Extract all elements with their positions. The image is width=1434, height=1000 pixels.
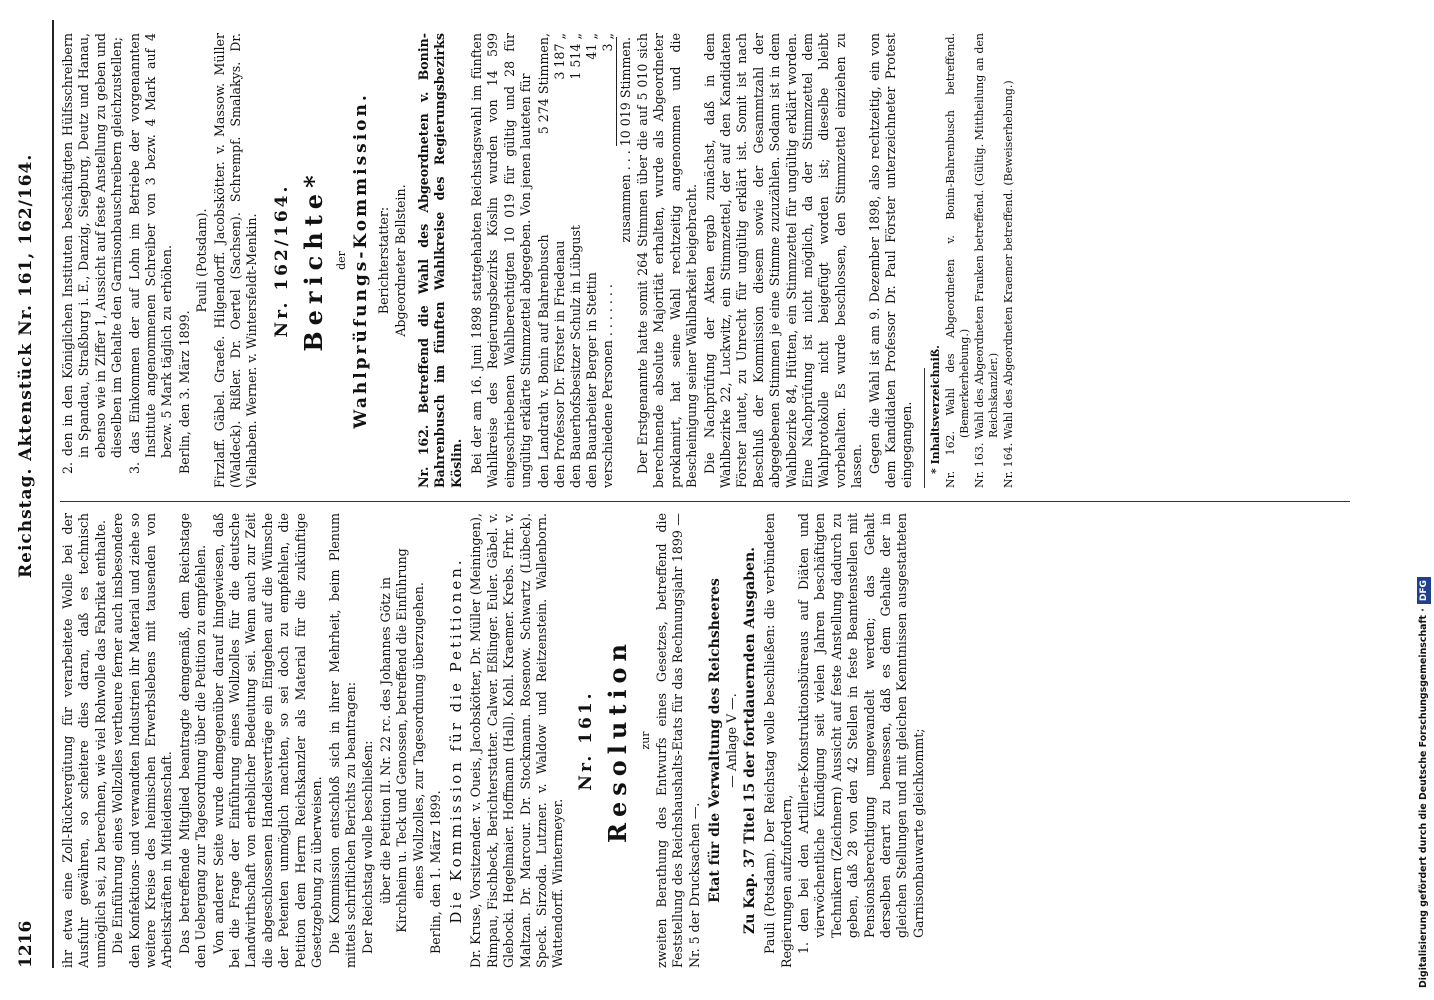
- rotated-document: [14, 20, 1374, 968]
- footnote-rule: [924, 368, 925, 488]
- anlage-label: — Anlage V —.: [724, 693, 740, 788]
- paragraph: Die Einführung eines Wollzolles vertheure ferner auch insbesondere den Konfektions- und verwandten Industrien ihr Material und ziehe so weitere Kreise des heimischen Erwerbslebens mit tausenden von Arbeitskräften in Mitleidenschaft.: [110, 513, 175, 968]
- paragraph: ihr etwa eine Zoll-Rückvergütung für verarbeitete Wolle bei der Ausfuhr gewähren, so scheitere dies daran, daß es technisch unmöglich sei, zu berechnen, wie viel Rohwolle das Fabrikat enthalte.: [60, 513, 108, 968]
- left-column: [60, 513, 1360, 968]
- commission-title: Die Kommission für die Petitionen.: [447, 557, 466, 924]
- candidate-name: verschiedene Personen . . . . . . .: [599, 284, 615, 488]
- footnote-item: Nr. 164. Wahl des Abgeordneten Kraemer betreffend. (Beweiserhebung.): [1001, 80, 1015, 488]
- supporters: Firzlaff. Gäbel. Graefe. Hilgendorff. Jacobskötter. v. Massow. Müller (Waldeck). Rißler. Dr. Oertel (Sachsen). Schrempf. Smalakys. Dr. Vielhaben. Werner. v. Wintersfeldt-Menkin.: [211, 33, 260, 488]
- vote-count: 3 187 „: [551, 33, 567, 80]
- reports-title: Berichte*: [298, 169, 328, 352]
- paragraph: Der Erstgenannte hatte somit 264 Stimmen über die auf 5 010 sich berechnende absolute Majorität erhalten, wurde als Abgeordneter proklamirt, hat seine Wahl rechtzeitig angenommen und die Bescheinigung seiner Wählbarkeit beigebracht.: [634, 33, 700, 488]
- list-item: 1. den bei den Artillerie-Konstruktionsbüreaus auf Diäten und vierwöchentliche Kündigung seit vielen Jahren beschäftigten Technikern (Zeichnern) Aussicht auf feste Anstellung dadurch zu geben, daß 28 von den 42 Stellen in feste Beamtenstellen mit Pensionsberechtigung umgewandelt werden; das Gehalt derselben derart zu bemessen, daß es dem Gehalte der in gleichen Stellungen und mit gleichen Kenntnissen ausgestatteten Garnisonbauwarte gleichkommt;: [796, 513, 926, 954]
- stamp-text: Digitalisierung gefördert durch die Deutsche Forschungsgemeinschaft ·: [1418, 608, 1429, 988]
- page-number: 1216: [16, 920, 36, 968]
- document-number: Nr. 162/164.: [271, 183, 292, 338]
- rapporteur-name: Abgeordneter Bellstein.: [393, 184, 409, 337]
- candidate-name: den Professor Dr. Förster in Friedenau: [551, 240, 567, 488]
- digitization-stamp: [1417, 2, 1431, 998]
- footnote-heading: * Inhaltsverzeichniß.: [928, 345, 942, 474]
- paragraph: Bei der am 16. Juni 1898 stattgehabten Reichstagswahl im fünften Wahlkreise des Regierungsbezirks Köslin wurden von 14 599 eingeschriebenen Wahlberechtigten 10 019 für gültig und 28 für ungültig erklärte Stimmzettel abgegeben. Von jenen lauteten für: [468, 33, 534, 488]
- resolution-title: Resolution: [602, 638, 632, 843]
- total-label: zusammen . . .: [617, 150, 633, 243]
- footnote-item: Nr. 162. Wahl des Abgeordneten v. Bonin-Bahrenbusch betreffend. (Bemerkerhebung.): [943, 33, 971, 488]
- chapter-heading: Zu Kap. 37 Titel 15 der fortdauernden Ausgaben.: [741, 547, 758, 934]
- running-header: [14, 20, 50, 968]
- header-title: Reichstag. Aktenstück Nr. 161, 162/164.: [16, 153, 36, 578]
- vote-count: 1 514 „: [567, 33, 583, 80]
- motion-text: über die Petition II. Nr. 22 rc. des Johannes Götz in Kirchheim u. Teck und Genossen, betreffend die Einführung eines Wollzolles, zur Tagesordnung überzugehen.: [377, 548, 426, 933]
- document-number: Nr. 161.: [575, 690, 596, 791]
- etat-heading: Etat für die Verwaltung des Reichsheeres: [707, 578, 723, 903]
- paragraph: Pauli (Potsdam). Der Reichstag wolle beschließen: die verbündeten Regierungen aufzufordern,: [762, 513, 794, 968]
- column-separator: [60, 501, 1350, 502]
- paragraph: Von anderer Seite wurde demgegenüber darauf hingewiesen, daß bei die Frage der Einführung eines Wollzolles für die deutsche Landwirthschaft von erheblicher Bedeutung sei. Wenn auch zur Zeit die abgeschlossenen Handelsverträge ein Eingehen auf die Wünsche der Petenten unmöglich machten, so sei doch zu empfehlen, die Petition dem Herrn Reichskanzler als Material für die zukünftige Gesetzgebung zu überweisen.: [210, 513, 325, 968]
- paragraph: Gegen die Wahl ist am 9. Dezember 1898, also rechtzeitig, ein von dem Kandidaten Professor Dr. Paul Förster unterzeichneter Protest eingegangen.: [866, 33, 915, 488]
- vote-count: 3 „: [599, 33, 615, 52]
- resolution-text: zweiten Berathung des Entwurfs eines Gesetzes, betreffend die Feststellung des Reichshaushalts-Etats für das Rechnungsjahr 1899 — Nr. 5 der Drucksachen —.: [653, 513, 702, 968]
- candidate-name: den Landrath v. Bonin auf Bahrenbusch: [535, 234, 551, 488]
- paragraph: Das betreffende Mitglied beantragte demgemäß, dem Reichstage den Uebergang zur Tagesordnung über die Petition zu empfehlen.: [176, 513, 209, 968]
- total-value: 10 019 Stimmen.: [617, 37, 633, 147]
- vote-total-line: [616, 33, 634, 488]
- vote-row: [568, 33, 584, 488]
- paragraph: Die Nachprüfung der Akten ergab zunächst, daß in dem Wahlbezirke 22, Luckwitz, ein Stimmzettel, der auf den Kandidaten Förster lautet, zu Unrecht für ungültig erklärt ist. Somit ist nach Beschluß der Kommission diesem sowie der Gesammtzahl der abgegebenen Stimmen je eine Stimme zuzuzählen. Sodann ist in dem Wahlbezirke 84, Hütten, ein Stimmzettel für ungültig erklärt worden. Eine Nachprüfung ist nicht möglich, da der Stimmzettel dem Wahlprotokolle nicht beigefügt worden ist; dieselbe bleibt vorbehalten. Es wurde beschlossen, den Stimmzettel einziehen zu lassen.: [701, 33, 865, 488]
- commission-name: Wahlprüfungs-Kommission.: [350, 92, 371, 429]
- vote-table: [536, 33, 616, 488]
- list-item: 3. das Einkommen der auf Lohn im Betriebe der vorgenannten Institute angenommenen Schreiber von 3 bezw. 4 Mark auf 4 bezw. 5 Mark täglich zu erhöhen.: [126, 33, 175, 474]
- vote-row: [600, 33, 616, 488]
- paragraph: Der Reichstag wolle beschließen:: [360, 740, 376, 954]
- header-rule: [52, 20, 54, 968]
- candidate-name: den Bauarbeiter Berger in Stettin: [583, 272, 599, 488]
- vote-count: 5 274 Stimmen,: [535, 33, 551, 135]
- right-column: [60, 33, 1360, 488]
- vote-row: [584, 33, 600, 488]
- zur-label: zur: [638, 731, 652, 750]
- vote-row: [536, 33, 552, 488]
- vote-row: [552, 33, 568, 488]
- signer: Pauli (Potsdam).: [194, 208, 210, 313]
- list-item: 2. den in den Königlichen Instituten beschäftigten Hülfsschreibern in Spandau, Straßburg i. E., Danzig, Siegburg, Deutz und Hanau, ebenso wie in Ziffer 1, Aussicht auf feste Anstellung zu geben und dieselben im Gehalte den Garnisonbauschreibern gleichzustellen;: [60, 33, 125, 474]
- paragraph: Die Kommission entschloß sich in ihrer Mehrheit, beim Plenum mittels schriftlichen Berichts zu beantragen:: [326, 513, 358, 968]
- der-label: der: [334, 251, 348, 270]
- date-line: Berlin, den 3. März 1899.: [176, 310, 192, 474]
- footnote-item: Nr. 163. Wahl des Abgeordneten Franken betreffend. (Gültig. Mittheilung an den Reichskanzler.): [972, 33, 1000, 488]
- report-heading: Nr. 162. Betreffend die Wahl des Abgeordneten v. Bonin-Bahrenbusch im fünften Wahlkreise des Regierungsbezirks Köslin.: [415, 33, 464, 488]
- commission-members: Dr. Kruse, Vorsitzender. v. Oueis, Jacobskötter, Dr. Müller (Meiningen), Rimpau, Fischbeck, Berichterstatter. Calwer. Eßlinger. Euler. Gäbel. v. Glebocki. Hegelmaier. Hoffmann (Hall). Kohl. Kraemer. Krebs. Frhr. v. Maltzan. Dr. Marcour. Dr. Stockmann. Rosenow. Schwartz (Lübeck). Speck. Sirzoda. Lutzner. v. Waldow und Reitzenstein. Wallenborn. Wattendorff. Wintermeyer.: [468, 513, 566, 968]
- rapporteur-label: Berichterstatter:: [375, 206, 391, 315]
- dfg-logo: DFG: [1417, 577, 1431, 604]
- vote-count: 41 „: [583, 33, 599, 60]
- date-line: Berlin, den 1. März 1899.: [427, 790, 443, 954]
- candidate-name: den Bauerhofsbesitzer Schulz in Lübgust: [567, 225, 583, 488]
